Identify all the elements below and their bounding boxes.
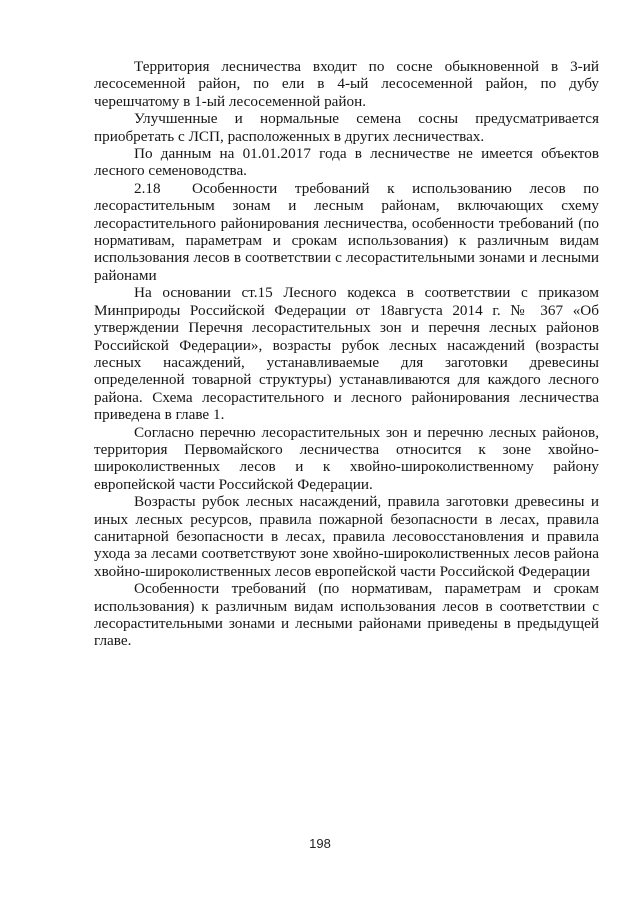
paragraph-improved-seeds: Улучшенные и нормальные семена сосны предусматривается приобретать с ЛСП, расположенных в других лесничествах.: [94, 110, 599, 145]
page-content: [94, 58, 599, 650]
page-number: 198: [309, 836, 331, 851]
paragraph-seed-objects: По данным на 01.01.2017 года в лесничестве не имеется объектов лесного семеноводства.: [94, 145, 599, 180]
paragraph-requirements-reference: Особенности требований (по нормативам, параметрам и срокам использования) к различным видам использования лесов в соответствии с лесорастительными зонами и лесными районами приведены в предыдущей главе.: [94, 580, 599, 650]
paragraph-zone-classification: Согласно перечню лесорастительных зон и перечню лесных районов, территория Первомайского лесничества относится к зоне хвойно-широколиственных лесов и к хвойно-широколиственному району европейской части Российской Федерации.: [94, 423, 599, 493]
section-number: 2.18: [134, 179, 161, 197]
section-heading: [94, 180, 599, 284]
paragraph-seed-zoning: Территория лесничества входит по сосне обыкновенной в 3-ий лесосеменной район, по ели в 4-ый лесосеменной район, по дубу черешчатому в 1-ый лесосеменной район.: [94, 58, 599, 110]
section-title: Особенности требований к использованию лесов по лесорастительным зонам и лесным районам, включающих схему лесорастительного районирования лесничества, особенности требований (по нормативам, параметрам и срокам использования) к различным видам использования лесов в соответствии с лесорастительными зонами и лесными районами: [94, 179, 599, 284]
paragraph-legal-basis: На основании ст.15 Лесного кодекса в соответствии с приказом Минприроды Российской Федерации от 18августа 2014 г. № 367 «Об утверждении Перечня лесорастительных зон и перечня лесных районов Российской Федерации», возрасты рубок лесных насаждений (возрасты лесных насаждений, устанавливаемые для заготовки древесины определенной товарной структуры) устанавливаются для каждого лесного района. Схема лесорастительного и лесного районирования лесничества приведена в главе 1.: [94, 284, 599, 424]
paragraph-felling-rules: Возрасты рубок лесных насаждений, правила заготовки древесины и иных лесных ресурсов, правила пожарной безопасности в лесах, правила санитарной безопасности в лесах, правила лесовосстановления и правила ухода за лесами соответствуют зоне хвойно-широколиственных лесов района хвойно-широколиственных лесов европейской части Российской Федерации: [94, 493, 599, 580]
